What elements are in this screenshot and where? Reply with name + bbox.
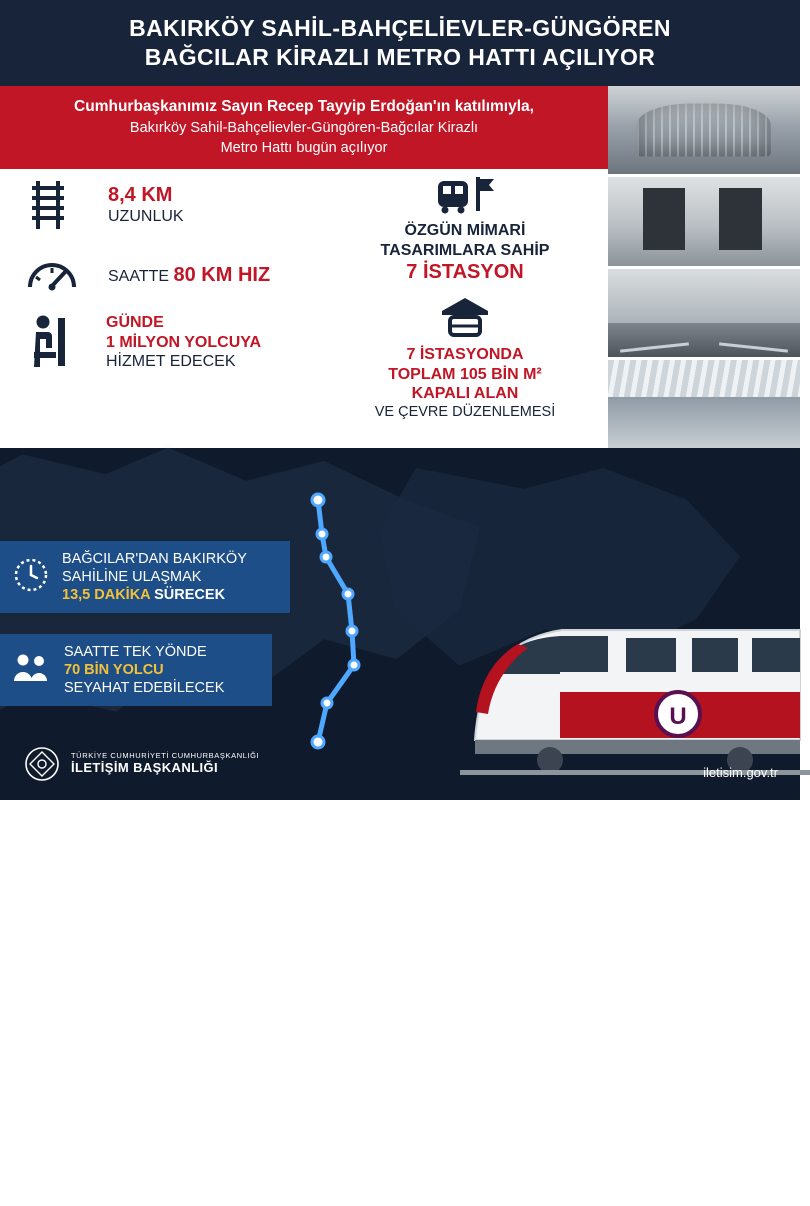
- fact-length-value: 8,4 KM: [108, 184, 173, 207]
- passenger-seat-icon: [26, 314, 72, 370]
- fact-speed-prefix: SAATTE: [108, 267, 170, 285]
- photo-platform: [608, 177, 800, 265]
- fact-area-line-4: VE ÇEVRE DÜZENLEMESİ: [374, 403, 556, 420]
- footer-logo: [24, 746, 259, 782]
- fact-stations-line-3: 7 İSTASYON: [406, 261, 524, 284]
- metro-train-illustration: [440, 572, 810, 782]
- fact-stations-line-1: ÖZGÜN MİMARİ: [404, 222, 526, 239]
- station-label-incirli: İNCİRLİ: [365, 1104, 409, 1116]
- fact-area-line-1: 7 İSTASYONDA: [406, 346, 524, 363]
- fact-capacity-line-2: 1 MİLYON YOLCUYA: [106, 333, 262, 351]
- fact-speed: [26, 255, 316, 295]
- rail-track-icon: [26, 179, 70, 231]
- presidency-emblem-icon: [24, 746, 60, 782]
- fact-capacity-line-3: HİZMET EDECEK: [106, 353, 236, 371]
- fact-daily-capacity: [26, 313, 316, 372]
- fact-speed-value: 80 KM HIZ: [173, 263, 271, 286]
- footer-org-small: TÜRKİYE CUMHURİYETİ CUMHURBAŞKANLIĞI: [71, 750, 260, 760]
- clock-icon: [12, 556, 50, 599]
- ceiling-shape: [608, 360, 800, 397]
- station-label-yildiztepe: YILDIZTEPE: [336, 996, 406, 1008]
- footer-org-name: İLETİŞİM BAŞKANLIĞI: [71, 760, 218, 776]
- fact-stations-line-2: TASARIMLARA SAHİP: [380, 241, 550, 259]
- speedometer-icon: [26, 255, 78, 295]
- facts-panel: [0, 169, 608, 448]
- station-label-molla-gurani: MOLLA GÜRANİ: [336, 973, 429, 985]
- banner-line-3: Metro Hattı bugün açılıyor: [220, 139, 388, 156]
- info-travel-line-1: BAĞCILAR'DAN BAKIRKÖY: [62, 551, 247, 567]
- announcement-banner: [0, 86, 608, 169]
- station-label-bakirkoy-sahil: BAKIRKÖY SAHİL: [241, 1192, 353, 1206]
- header-title-line-1: BAKIRKÖY SAHİL-BAHÇELİEVLER-GÜNGÖREN: [129, 15, 671, 42]
- photo-concourse: [608, 360, 800, 448]
- info-travel-time: [0, 541, 290, 613]
- banner-line-2: Bakırköy Sahil-Bahçelievler-Güngören-Bağcılar Kirazlı: [129, 119, 479, 136]
- photo-track: [608, 269, 800, 357]
- info-capacity-line-1: SAATTE TEK YÖNDE: [64, 644, 207, 660]
- platform-column-left: [643, 188, 685, 250]
- station-label-ilkyuva: İLKYUVA: [360, 1033, 412, 1045]
- page-header: [0, 0, 800, 86]
- info-hourly-capacity: [0, 634, 272, 706]
- track-shape: [608, 323, 800, 357]
- metro-map-section: [0, 448, 800, 1206]
- tunnel-shape: [637, 104, 771, 157]
- people-icon: [12, 652, 52, 689]
- metro-train-icon: [430, 175, 500, 215]
- footer-website[interactable]: iletisim.gov.tr: [703, 765, 778, 780]
- info-travel-suffix: SÜRECEK: [150, 587, 226, 604]
- station-label-haznedar: HAZNEDAR: [362, 1070, 429, 1082]
- station-label-bagcilar-kirazli: BAĞCILAR KİRAZLI: [262, 929, 386, 943]
- platform-column-right: [719, 188, 761, 250]
- header-title-line-2: BAĞCILAR KİRAZLI METRO HATTI AÇILIYOR: [144, 44, 656, 70]
- station-label-ozgurluk-meydani: ÖZGÜRLÜK MEYDANI: [337, 1153, 464, 1165]
- fact-capacity-line-1: GÜNDE: [106, 314, 164, 331]
- info-capacity-value: 70 BİN YOLCU: [64, 662, 164, 679]
- fact-length-label: UZUNLUK: [108, 208, 184, 226]
- info-capacity-line-3: SEYAHAT EDEBİLECEK: [64, 680, 225, 697]
- fact-area-line-3: KAPALI ALAN: [411, 385, 519, 403]
- photo-strip: [608, 86, 800, 448]
- banner-line-1: Cumhurbaşkanımız Sayın Recep Tayyip Erdoğan'ın katılımıyla,: [74, 97, 534, 115]
- photo-tunnel: [608, 86, 800, 174]
- info-travel-line-2: SAHİLİNE ULAŞMAK: [62, 569, 202, 586]
- fact-length: [26, 179, 316, 231]
- fact-area-line-2: TOPLAM 105 BİN M²: [388, 365, 542, 383]
- svg-text:U: U: [669, 703, 687, 730]
- station-building-icon: [438, 295, 492, 339]
- fact-covered-area: [330, 295, 600, 421]
- fact-stations: [330, 175, 600, 284]
- info-travel-value: 13,5 DAKİKA: [62, 587, 151, 604]
